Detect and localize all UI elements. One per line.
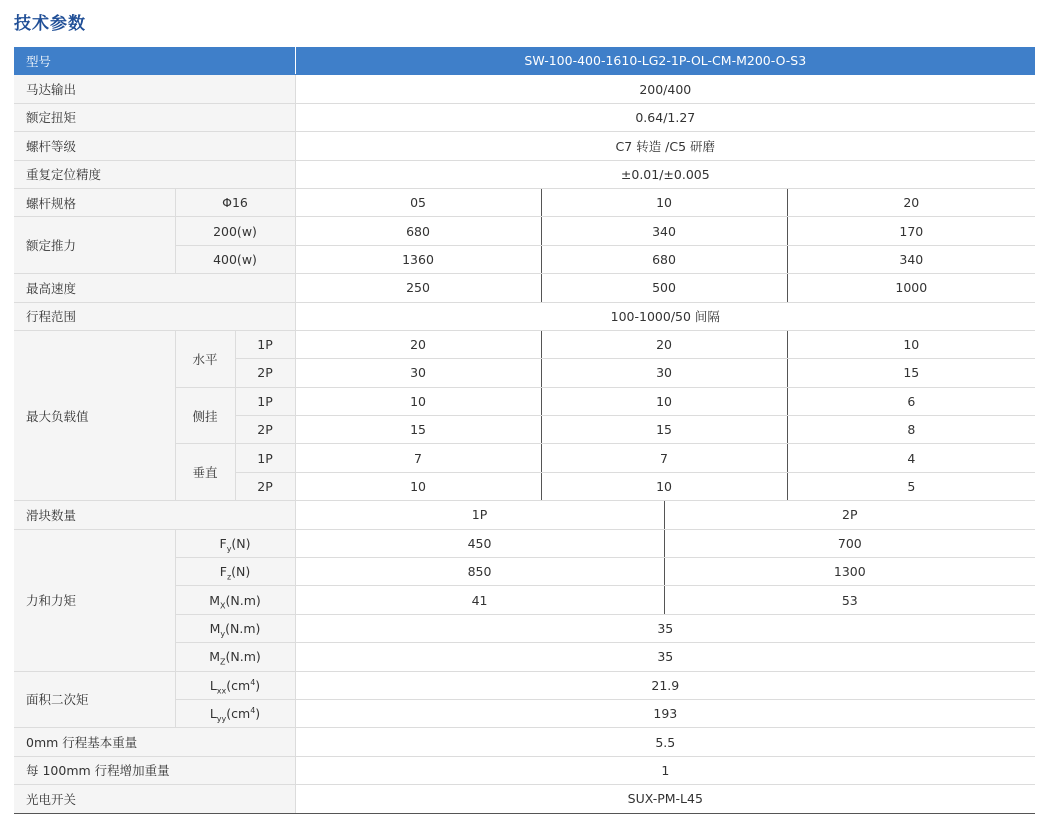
moment-mx-value: 53 xyxy=(664,586,1035,614)
row-screw-grade xyxy=(14,132,1035,160)
row-base-weight xyxy=(14,728,1035,756)
max-load-sub: 2P xyxy=(235,416,295,444)
motor-output-label: 马达输出 xyxy=(14,75,295,103)
rated-torque-value: 0.64/1.27 xyxy=(295,103,1035,131)
max-load-value: 10 xyxy=(787,330,1035,358)
force-fz-sub: $F_z(N)$ xyxy=(175,558,295,586)
max-load-value: 10 xyxy=(295,387,541,415)
screw-spec-sub: Φ16 xyxy=(175,188,295,216)
force-moment-label: 力和力矩 xyxy=(14,529,175,671)
photo-switch-label: 光电开关 xyxy=(14,785,295,813)
force-fz-value: 1300 xyxy=(664,558,1035,586)
rated-torque-label: 额定扭矩 xyxy=(14,103,295,131)
row-max-speed xyxy=(14,274,1035,302)
row-force-fy xyxy=(14,529,1035,557)
max-load-value: 5 xyxy=(787,472,1035,500)
row-max-load xyxy=(14,330,1035,358)
max-load-value: 20 xyxy=(541,330,787,358)
base-weight-label: 0mm 行程基本重量 xyxy=(14,728,295,756)
max-load-value: 6 xyxy=(787,387,1035,415)
row-slider-count xyxy=(14,501,1035,529)
max-speed-label: 最高速度 xyxy=(14,274,295,302)
moment-my-value: 35 xyxy=(295,614,1035,642)
photo-switch-value: SUX-PM-L45 xyxy=(295,785,1035,813)
row-rated-torque xyxy=(14,103,1035,131)
area-lyy-value: 193 xyxy=(295,699,1035,727)
max-load-group: 侧挂 xyxy=(175,387,235,444)
max-load-value: 15 xyxy=(787,359,1035,387)
rated-thrust-label: 额定推力 xyxy=(14,217,175,274)
stroke-range-label: 行程范围 xyxy=(14,302,295,330)
area-moment-label: 面积二次矩 xyxy=(14,671,175,728)
row-added-weight xyxy=(14,756,1035,784)
max-load-value: 7 xyxy=(295,444,541,472)
moment-mx-sub: $M_X(N.m)$ xyxy=(175,586,295,614)
max-load-label: 最大负载值 xyxy=(14,330,175,500)
max-load-sub: 1P xyxy=(235,444,295,472)
rated-thrust-value: 340 xyxy=(541,217,787,245)
max-speed-value: 250 xyxy=(295,274,541,302)
model-value: SW-100-400-1610-LG2-1P-OL-CM-M200-O-S3 xyxy=(295,47,1035,75)
row-rated-thrust-200 xyxy=(14,217,1035,245)
max-load-value: 30 xyxy=(295,359,541,387)
max-load-value: 30 xyxy=(541,359,787,387)
force-fy-value: 450 xyxy=(295,529,664,557)
slider-count-value: 1P xyxy=(295,501,664,529)
rated-thrust-value: 1360 xyxy=(295,245,541,273)
added-weight-label: 每 100mm 行程增加重量 xyxy=(14,756,295,784)
rated-thrust-value: 680 xyxy=(541,245,787,273)
rated-thrust-value: 340 xyxy=(787,245,1035,273)
max-load-group: 垂直 xyxy=(175,444,235,501)
row-screw-spec xyxy=(14,188,1035,216)
area-lxx-sub: $L_{xx}(cm^4)$ xyxy=(175,671,295,699)
max-load-value: 7 xyxy=(541,444,787,472)
page-title: 技术参数 xyxy=(14,14,86,34)
max-load-value: 10 xyxy=(541,387,787,415)
max-load-value: 8 xyxy=(787,416,1035,444)
max-load-sub: 1P xyxy=(235,387,295,415)
slider-count-value: 2P xyxy=(664,501,1035,529)
rated-thrust-sub: 200(w) xyxy=(175,217,295,245)
max-load-sub: 2P xyxy=(235,472,295,500)
max-load-sub: 2P xyxy=(235,359,295,387)
max-load-value: 15 xyxy=(541,416,787,444)
base-weight-value: 5.5 xyxy=(295,728,1035,756)
moment-mz-value: 35 xyxy=(295,643,1035,671)
slider-count-label: 滑块数量 xyxy=(14,501,295,529)
force-fy-sub: $F_y(N)$ xyxy=(175,529,295,557)
rated-thrust-value: 680 xyxy=(295,217,541,245)
row-repeatability xyxy=(14,160,1035,188)
screw-spec-value: 20 xyxy=(787,188,1035,216)
repeatability-label: 重复定位精度 xyxy=(14,160,295,188)
screw-spec-value: 10 xyxy=(541,188,787,216)
stroke-range-value: 100-1000/50 间隔 xyxy=(295,302,1035,330)
row-photo-switch xyxy=(14,785,1035,813)
rated-thrust-value: 170 xyxy=(787,217,1035,245)
row-stroke-range xyxy=(14,302,1035,330)
max-speed-value: 500 xyxy=(541,274,787,302)
spec-table xyxy=(14,47,1035,814)
row-area-lxx xyxy=(14,671,1035,699)
max-speed-value: 1000 xyxy=(787,274,1035,302)
repeatability-value: ±0.01/±0.005 xyxy=(295,160,1035,188)
max-load-value: 20 xyxy=(295,330,541,358)
moment-my-sub: $M_y(N.m)$ xyxy=(175,614,295,642)
force-fz-value: 850 xyxy=(295,558,664,586)
max-load-sub: 1P xyxy=(235,330,295,358)
max-load-value: 10 xyxy=(541,472,787,500)
motor-output-value: 200/400 xyxy=(295,75,1035,103)
screw-spec-label: 螺杆规格 xyxy=(14,188,175,216)
added-weight-value: 1 xyxy=(295,756,1035,784)
max-load-value: 10 xyxy=(295,472,541,500)
row-model xyxy=(14,47,1035,75)
screw-grade-label: 螺杆等级 xyxy=(14,132,295,160)
max-load-value: 4 xyxy=(787,444,1035,472)
area-lxx-value: 21.9 xyxy=(295,671,1035,699)
model-label: 型号 xyxy=(14,47,295,75)
force-fy-value: 700 xyxy=(664,529,1035,557)
area-lyy-sub: $L_{yy}(cm^4)$ xyxy=(175,699,295,727)
rated-thrust-sub: 400(w) xyxy=(175,245,295,273)
max-load-value: 15 xyxy=(295,416,541,444)
moment-mz-sub: $M_Z(N.m)$ xyxy=(175,643,295,671)
screw-grade-value: C7 转造 /C5 研磨 xyxy=(295,132,1035,160)
max-load-group: 水平 xyxy=(175,330,235,387)
screw-spec-value: 05 xyxy=(295,188,541,216)
row-motor-output xyxy=(14,75,1035,103)
moment-mx-value: 41 xyxy=(295,586,664,614)
